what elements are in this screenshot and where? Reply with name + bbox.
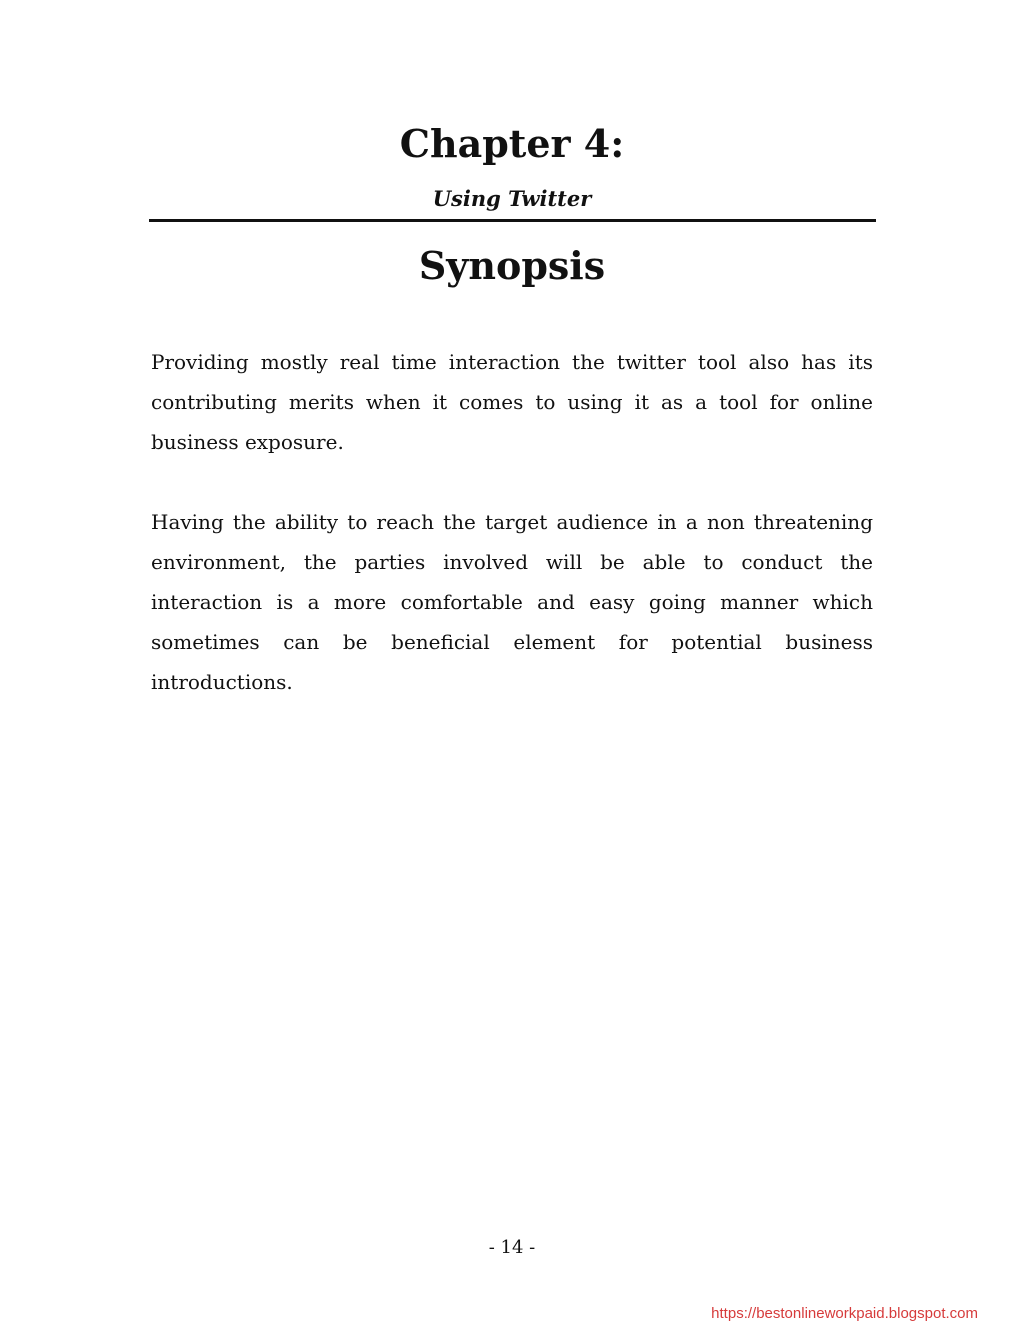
page-number: - 14 - [488, 1237, 536, 1258]
source-url-link[interactable]: https://bestonlineworkpaid.blogspot.com [711, 1305, 978, 1322]
paragraph: Providing mostly real time interaction the twitter tool also has its contributing merits when it comes to using it as a tool for online business exposure. [151, 350, 873, 454]
paragraph: Having the ability to reach the target audience in a non threatening environment, the parties involved will be able to conduct the interaction is a more comfortable and easy going manner which sometimes can be beneficial element for potential business introductions. [151, 510, 873, 694]
chapter-subtitle: Using Twitter [432, 186, 592, 211]
chapter-title: Chapter 4: [399, 121, 625, 166]
horizontal-rule [149, 219, 876, 222]
section-title: Synopsis [418, 243, 606, 288]
